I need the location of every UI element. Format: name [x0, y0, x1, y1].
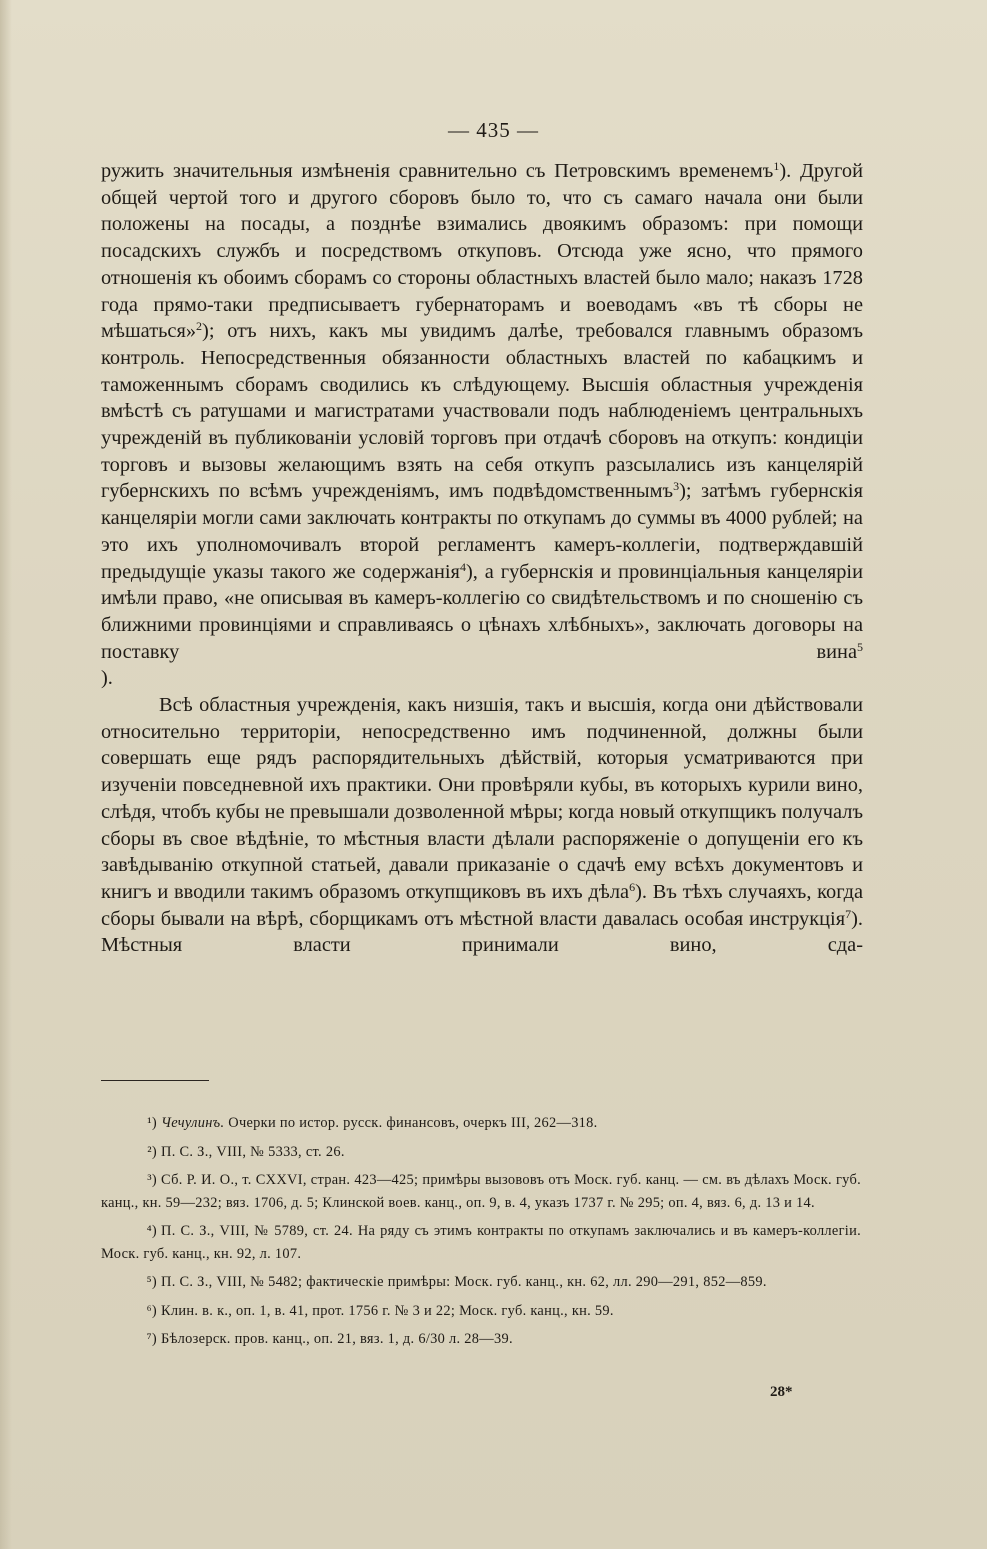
footnote-2 [101, 1141, 861, 1164]
footnote-number: ³) [147, 1172, 157, 1188]
footnote-text: Очерки по истор. русск. финансовъ, очеркъ III, 262—318. [228, 1115, 598, 1131]
footnote-7 [101, 1328, 861, 1351]
page-number: — 435 — [448, 118, 539, 142]
text-segment: Другой общей чертой того и другого сборовъ было то, что съ самаго начала они были положены на посады, а позднѣе взимались двоякимъ образомъ: при помощи посадскихъ службъ и посредствомъ откуповъ. Отсюда уже ясно, что прямого отношенія къ обоимъ сборамъ со стороны областныхъ властей было мало; наказъ 1728 года прямо-таки предписываетъ губернаторамъ и воеводамъ «въ тѣ сборы не мѣшаться» [101, 160, 863, 343]
paragraph-1: ружить значительныя измѣненія сравнительно съ Петровскимъ временемъ$^1$). Другой общей чертой того и другого сборовъ было то, что съ самаго начала они были положены на посады, а позднѣе взимались двоякимъ образомъ: при помощи посадскихъ службъ и посредствомъ откуповъ. Отсюда уже ясно, что прямого отношенія къ обоимъ сборамъ со стороны областныхъ властей было мало; наказъ 1728 года прямо-таки предписываетъ губернаторамъ и воеводамъ «въ тѣ сборы не мѣшаться»$^2$); отъ нихъ, какъ мы увидимъ далѣе, требовался главнымъ образомъ контроль. Непосредственныя обязанности областныхъ властей по кабацкимъ и таможеннымъ сборамъ сводились къ слѣдующему. Высшія областныя учрежденія вмѣстѣ съ ратушами и магистратами участвовали подъ наблюденіемъ центральныхъ учрежденій въ публикованіи условій торговъ при отдачѣ сборовъ на откупъ: кондиціи торговъ и вызовы желающимъ взять на себя откупъ разсылались изъ канцелярій губернскихъ по всѣмъ учрежденіямъ, имъ подвѣдомственнымъ$^3$); затѣмъ губернскія канцеляріи могли сами заключать контракты по откупамъ до суммы въ 4000 рублей; на это ихъ уполномочивалъ второй регламентъ камеръ-коллегіи, подтверждавшій предыдущіе указы такого же содержанія$^4$), а губернскія и провинціальныя канцеляріи имѣли право, «не описывая въ камеръ-коллегію со свидѣтельствомъ и по сношенію съ ближними провинціями и справливаясь о цѣнахъ хлѣбныхъ», заключать договоры на поставку вина$^5$ [101, 159, 863, 663]
footnote-text: Сб. Р. И. О., т. CXXVI, стран. 423—425; примѣры вызововъ отъ Моск. губ. канц. — см. въ дѣлахъ Моск. губ. канц., кн. 59—232; вяз. 1706, д. 5; Клинской воев. канц., оп. 9, в. 4, указъ 1737 г. № 295; оп. 4, вяз. 6, д. 13 и 14. [101, 1172, 861, 1211]
text-segment: ружить значительныя измѣненія сравнительно съ Петровскимъ временемъ [101, 160, 774, 182]
footnote-text: Клин. в. к., оп. 1, в. 41, прот. 1756 г. № 3 и 22; Моск. губ. канц., кн. 59. [161, 1302, 614, 1319]
text-segment: ), а губернскія и провинціальныя канцеляріи имѣли право, «не описывая въ камеръ-коллегію со свидѣтельствомъ и по сношенію съ ближними провинціями и справливаясь о цѣнахъ хлѣбныхъ», заключать договоры на поставку вина [101, 560, 863, 663]
footnote-text: П. С. З., VIII, № 5482; фактическіе примѣры: Моск. губ. канц., кн. 62, лл. 290—291, 852—859. [161, 1274, 767, 1290]
footnote-number: ¹) [147, 1115, 157, 1131]
footnote-ref-2: 2 [196, 319, 203, 334]
footnote-author: Чечулинъ. [161, 1115, 225, 1131]
paragraph-1-end [101, 665, 863, 692]
main-text [101, 158, 863, 959]
text-segment: ); затѣмъ губернскія канцеляріи могли сами заключать контракты по откупамъ до суммы въ 4000 рублей; на это ихъ уполномочивалъ второй регламентъ камеръ-коллегіи, подтверждавшій предыдущіе указы такого же содержанія [101, 480, 863, 583]
footnote-ref-7: 7 [845, 906, 852, 921]
paragraph-2 [101, 692, 863, 959]
footnote-5 [101, 1271, 861, 1294]
footnotes [101, 1112, 861, 1357]
footnote-number: ²) [147, 1143, 157, 1160]
footnote-text: Бѣлозерск. пров. канц., оп. 21, вяз. 1, д. 6/30 л. 28—39. [161, 1331, 513, 1347]
footnote-number: ⁶) [146, 1302, 157, 1319]
footnote-1 [101, 1112, 861, 1135]
footnote-number: ⁷) [146, 1331, 157, 1347]
footnote-4 [101, 1220, 861, 1265]
text-segment: ). Мѣстныя власти принимали вино, сда- [101, 907, 863, 957]
page-edge-shadow [0, 0, 12, 1549]
footnote-number: ⁴) [146, 1223, 157, 1239]
footnote-ref-4: 4 [459, 559, 466, 574]
footnote-6 [101, 1300, 861, 1323]
text-segment: ). Въ тѣхъ случаяхъ, когда сборы бывали на вѣрѣ, сборщикамъ отъ мѣстной власти давалась особая инструкція [101, 880, 863, 930]
footnote-ref-1: 1 [773, 159, 780, 173]
footnote-text: П. С. З., VIII, № 5789, ст. 24. На ряду съ этимъ контракты по откупамъ заключались и въ камеръ-коллегіи. Моск. губ. канц., кн. 92, л. 107. [101, 1223, 861, 1262]
text-segment: ). [101, 667, 113, 690]
footnote-divider [101, 1080, 209, 1081]
footnote-ref-6: 6 [629, 879, 636, 894]
text-segment: ); отъ нихъ, какъ мы увидимъ далѣе, требовался главнымъ образомъ контроль. Непосредственныя обязанности областныхъ властей по кабацкимъ и таможеннымъ сборамъ сводились къ слѣдующему. Высшія областныя учрежденія вмѣстѣ съ ратушами и магистратами участвовали подъ наблюденіемъ центральныхъ учрежденій въ публикованіи условій торговъ при отдачѣ сборовъ на откупъ: кондиціи торговъ и вызовы желающимъ взять на себя откупъ разсылались изъ канцелярій губернскихъ по всѣмъ учрежденіямъ, имъ подвѣдомственнымъ [101, 320, 863, 503]
footnote-ref-3: 3 [673, 479, 680, 494]
text-segment: Всѣ областныя учрежденія, какъ низшія, такъ и высшія, когда они дѣйствовали относительно территоріи, непосредственно имъ подчиненной, должны были совершать еще рядъ распорядительныхъ дѣйствій, которыя усматриваются при изученіи повседневной ихъ практики. Они провѣряли кубы, въ которыхъ курили вино, слѣдя, чтобъ кубы не превышали дозволенной мѣры; когда новый откупщикъ получалъ сборы въ свое вѣдѣніе, то мѣстныя власти дѣлали распоряженіе о допущеніи его къ завѣдыванію откупной статьей, давали приказаніе о сдачѣ ему всѣхъ документовъ и книгъ и вводили такимъ образомъ откупщиковъ въ ихъ дѣла [101, 694, 863, 903]
footnote-ref-5: 5 [857, 639, 863, 654]
footnote-number: ⁵) [146, 1274, 157, 1290]
printer-signature-mark: 28* [770, 1384, 793, 1400]
footnote-3 [101, 1169, 861, 1214]
footnote-text: П. С. З., VIII, № 5333, ст. 26. [161, 1143, 345, 1160]
